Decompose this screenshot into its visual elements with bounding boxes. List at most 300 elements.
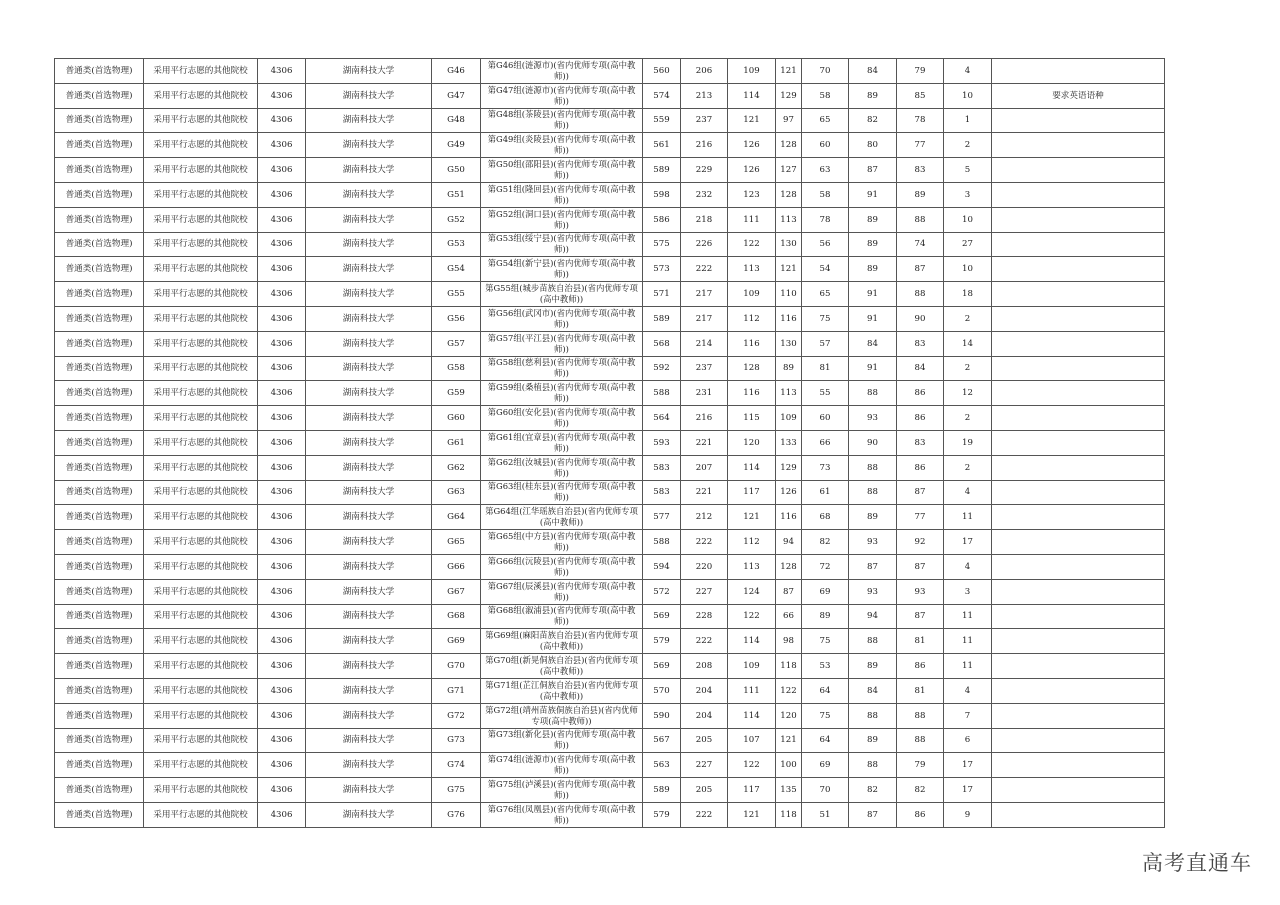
cell-group-code: G73 <box>432 728 481 753</box>
cell-score-c: 128 <box>776 182 802 207</box>
cell-score-a: 216 <box>681 133 728 158</box>
cell-score-b: 113 <box>728 257 776 282</box>
cell-category: 普通类(首选物理) <box>55 455 144 480</box>
cell-group-name: 第G69组(麻阳苗族自治县)(省内优师专项(高中教师)) <box>481 629 643 654</box>
cell-group-name: 第G51组(隆回县)(省内优师专项(高中教师)) <box>481 182 643 207</box>
cell-score-b: 122 <box>728 604 776 629</box>
cell-score-d: 68 <box>802 505 849 530</box>
cell-remark <box>992 356 1165 381</box>
cell-score-f: 77 <box>897 505 944 530</box>
cell-count: 1 <box>944 108 992 133</box>
cell-school-name: 湖南科技大学 <box>306 703 432 728</box>
cell-score-f: 93 <box>897 579 944 604</box>
cell-school-name: 湖南科技大学 <box>306 207 432 232</box>
cell-batch: 采用平行志愿的其他院校 <box>144 455 258 480</box>
cell-score-d: 65 <box>802 108 849 133</box>
cell-group-code: G72 <box>432 703 481 728</box>
cell-score-d: 57 <box>802 331 849 356</box>
cell-school-code: 4306 <box>258 678 306 703</box>
cell-score-a: 207 <box>681 455 728 480</box>
cell-group-code: G52 <box>432 207 481 232</box>
cell-score-a: 216 <box>681 406 728 431</box>
cell-school-name: 湖南科技大学 <box>306 530 432 555</box>
cell-score-b: 114 <box>728 455 776 480</box>
cell-score-a: 204 <box>681 678 728 703</box>
cell-score-a: 213 <box>681 83 728 108</box>
cell-score-e: 82 <box>849 108 897 133</box>
cell-school-name: 湖南科技大学 <box>306 356 432 381</box>
table-row <box>55 579 1165 604</box>
cell-score-c: 126 <box>776 480 802 505</box>
cell-score-a: 237 <box>681 108 728 133</box>
cell-remark <box>992 480 1165 505</box>
cell-group-code: G60 <box>432 406 481 431</box>
cell-score-a: 221 <box>681 430 728 455</box>
cell-group-name: 第G70组(新晃侗族自治县)(省内优师专项(高中教师)) <box>481 654 643 679</box>
cell-remark <box>992 108 1165 133</box>
cell-school-name: 湖南科技大学 <box>306 282 432 307</box>
cell-category: 普通类(首选物理) <box>55 306 144 331</box>
cell-score-f: 78 <box>897 108 944 133</box>
cell-total-score: 579 <box>643 802 681 827</box>
cell-score-c: 128 <box>776 133 802 158</box>
cell-score-d: 75 <box>802 629 849 654</box>
cell-school-name: 湖南科技大学 <box>306 306 432 331</box>
cell-score-b: 114 <box>728 703 776 728</box>
cell-school-code: 4306 <box>258 604 306 629</box>
cell-total-score: 579 <box>643 629 681 654</box>
cell-group-name: 第G72组(靖州苗族侗族自治县)(省内优师专项(高中教师)) <box>481 703 643 728</box>
cell-score-b: 126 <box>728 133 776 158</box>
cell-remark <box>992 778 1165 803</box>
cell-score-c: 121 <box>776 728 802 753</box>
cell-score-f: 86 <box>897 455 944 480</box>
cell-batch: 采用平行志愿的其他院校 <box>144 257 258 282</box>
cell-remark <box>992 554 1165 579</box>
cell-score-b: 109 <box>728 282 776 307</box>
cell-score-e: 88 <box>849 703 897 728</box>
cell-category: 普通类(首选物理) <box>55 778 144 803</box>
cell-remark <box>992 182 1165 207</box>
cell-total-score: 564 <box>643 406 681 431</box>
cell-total-score: 561 <box>643 133 681 158</box>
cell-score-b: 114 <box>728 629 776 654</box>
cell-score-c: 98 <box>776 629 802 654</box>
cell-score-b: 128 <box>728 356 776 381</box>
cell-score-b: 124 <box>728 579 776 604</box>
cell-school-code: 4306 <box>258 381 306 406</box>
cell-score-e: 89 <box>849 728 897 753</box>
table-row <box>55 530 1165 555</box>
cell-total-score: 560 <box>643 59 681 84</box>
cell-total-score: 559 <box>643 108 681 133</box>
cell-score-a: 232 <box>681 182 728 207</box>
cell-score-b: 126 <box>728 158 776 183</box>
cell-school-name: 湖南科技大学 <box>306 579 432 604</box>
cell-school-name: 湖南科技大学 <box>306 381 432 406</box>
cell-school-code: 4306 <box>258 108 306 133</box>
cell-score-d: 70 <box>802 778 849 803</box>
cell-group-code: G69 <box>432 629 481 654</box>
cell-score-c: 120 <box>776 703 802 728</box>
cell-category: 普通类(首选物理) <box>55 406 144 431</box>
cell-school-code: 4306 <box>258 306 306 331</box>
cell-remark <box>992 59 1165 84</box>
cell-score-a: 222 <box>681 530 728 555</box>
cell-score-f: 92 <box>897 530 944 555</box>
table-row <box>55 654 1165 679</box>
cell-score-a: 220 <box>681 554 728 579</box>
cell-score-a: 218 <box>681 207 728 232</box>
cell-batch: 采用平行志愿的其他院校 <box>144 530 258 555</box>
cell-score-d: 69 <box>802 753 849 778</box>
cell-score-c: 116 <box>776 505 802 530</box>
cell-group-code: G46 <box>432 59 481 84</box>
cell-remark <box>992 579 1165 604</box>
cell-score-f: 82 <box>897 778 944 803</box>
cell-group-code: G48 <box>432 108 481 133</box>
cell-score-b: 112 <box>728 530 776 555</box>
cell-score-c: 113 <box>776 381 802 406</box>
cell-total-score: 593 <box>643 430 681 455</box>
cell-school-code: 4306 <box>258 455 306 480</box>
cell-score-d: 89 <box>802 604 849 629</box>
cell-group-name: 第G71组(芷江侗族自治县)(省内优师专项(高中教师)) <box>481 678 643 703</box>
cell-score-a: 227 <box>681 579 728 604</box>
cell-group-name: 第G49组(炎陵县)(省内优师专项(高中教师)) <box>481 133 643 158</box>
cell-score-f: 86 <box>897 406 944 431</box>
cell-count: 14 <box>944 331 992 356</box>
cell-score-e: 89 <box>849 83 897 108</box>
cell-category: 普通类(首选物理) <box>55 530 144 555</box>
cell-total-score: 592 <box>643 356 681 381</box>
cell-batch: 采用平行志愿的其他院校 <box>144 108 258 133</box>
cell-school-name: 湖南科技大学 <box>306 182 432 207</box>
cell-count: 2 <box>944 356 992 381</box>
cell-remark <box>992 802 1165 827</box>
cell-score-b: 114 <box>728 83 776 108</box>
cell-score-e: 88 <box>849 629 897 654</box>
cell-score-c: 113 <box>776 207 802 232</box>
cell-score-d: 75 <box>802 703 849 728</box>
cell-school-name: 湖南科技大学 <box>306 678 432 703</box>
cell-school-code: 4306 <box>258 331 306 356</box>
cell-school-name: 湖南科技大学 <box>306 83 432 108</box>
cell-school-name: 湖南科技大学 <box>306 554 432 579</box>
cell-remark: 要求英语语种 <box>992 83 1165 108</box>
cell-group-name: 第G59组(桑植县)(省内优师专项(高中教师)) <box>481 381 643 406</box>
cell-school-name: 湖南科技大学 <box>306 802 432 827</box>
cell-group-code: G56 <box>432 306 481 331</box>
table-row <box>55 604 1165 629</box>
cell-batch: 采用平行志愿的其他院校 <box>144 83 258 108</box>
cell-remark <box>992 430 1165 455</box>
cell-school-name: 湖南科技大学 <box>306 753 432 778</box>
cell-score-a: 206 <box>681 59 728 84</box>
cell-score-e: 87 <box>849 158 897 183</box>
cell-category: 普通类(首选物理) <box>55 207 144 232</box>
cell-score-f: 87 <box>897 257 944 282</box>
cell-score-b: 123 <box>728 182 776 207</box>
table-row <box>55 59 1165 84</box>
cell-group-code: G54 <box>432 257 481 282</box>
cell-group-name: 第G65组(中方县)(省内优师专项(高中教师)) <box>481 530 643 555</box>
cell-score-f: 85 <box>897 83 944 108</box>
cell-category: 普通类(首选物理) <box>55 579 144 604</box>
cell-score-b: 111 <box>728 207 776 232</box>
cell-group-code: G51 <box>432 182 481 207</box>
cell-batch: 采用平行志愿的其他院校 <box>144 406 258 431</box>
cell-score-e: 89 <box>849 232 897 257</box>
cell-score-f: 86 <box>897 654 944 679</box>
cell-score-e: 89 <box>849 654 897 679</box>
cell-category: 普通类(首选物理) <box>55 232 144 257</box>
cell-group-name: 第G48组(茶陵县)(省内优师专项(高中教师)) <box>481 108 643 133</box>
cell-score-d: 66 <box>802 430 849 455</box>
cell-count: 4 <box>944 59 992 84</box>
cell-category: 普通类(首选物理) <box>55 604 144 629</box>
cell-score-b: 113 <box>728 554 776 579</box>
cell-group-name: 第G60组(安化县)(省内优师专项(高中教师)) <box>481 406 643 431</box>
cell-batch: 采用平行志愿的其他院校 <box>144 232 258 257</box>
cell-batch: 采用平行志愿的其他院校 <box>144 59 258 84</box>
cell-score-e: 93 <box>849 406 897 431</box>
cell-total-score: 589 <box>643 158 681 183</box>
table-row <box>55 480 1165 505</box>
cell-remark <box>992 282 1165 307</box>
cell-score-e: 87 <box>849 802 897 827</box>
cell-count: 11 <box>944 654 992 679</box>
cell-remark <box>992 306 1165 331</box>
cell-score-c: 94 <box>776 530 802 555</box>
cell-score-f: 88 <box>897 207 944 232</box>
cell-group-name: 第G66组(沅陵县)(省内优师专项(高中教师)) <box>481 554 643 579</box>
cell-category: 普通类(首选物理) <box>55 356 144 381</box>
cell-score-a: 208 <box>681 654 728 679</box>
cell-total-score: 574 <box>643 83 681 108</box>
cell-group-code: G67 <box>432 579 481 604</box>
cell-score-d: 51 <box>802 802 849 827</box>
cell-score-e: 80 <box>849 133 897 158</box>
cell-group-code: G71 <box>432 678 481 703</box>
cell-batch: 采用平行志愿的其他院校 <box>144 306 258 331</box>
cell-score-a: 226 <box>681 232 728 257</box>
cell-school-name: 湖南科技大学 <box>306 728 432 753</box>
cell-score-c: 118 <box>776 802 802 827</box>
table-row <box>55 455 1165 480</box>
cell-group-code: G49 <box>432 133 481 158</box>
cell-count: 4 <box>944 554 992 579</box>
cell-school-code: 4306 <box>258 182 306 207</box>
cell-school-code: 4306 <box>258 480 306 505</box>
cell-score-a: 205 <box>681 778 728 803</box>
cell-count: 3 <box>944 182 992 207</box>
cell-school-code: 4306 <box>258 530 306 555</box>
cell-school-code: 4306 <box>258 629 306 654</box>
cell-school-code: 4306 <box>258 430 306 455</box>
cell-score-c: 110 <box>776 282 802 307</box>
cell-count: 11 <box>944 604 992 629</box>
cell-score-d: 73 <box>802 455 849 480</box>
table-row <box>55 356 1165 381</box>
cell-score-e: 88 <box>849 480 897 505</box>
cell-score-e: 84 <box>849 331 897 356</box>
cell-total-score: 569 <box>643 604 681 629</box>
table-row <box>55 133 1165 158</box>
cell-score-a: 222 <box>681 629 728 654</box>
cell-score-a: 222 <box>681 802 728 827</box>
cell-school-code: 4306 <box>258 406 306 431</box>
cell-score-c: 128 <box>776 554 802 579</box>
cell-score-d: 53 <box>802 654 849 679</box>
cell-group-name: 第G46组(涟源市)(省内优师专项(高中教师)) <box>481 59 643 84</box>
cell-score-c: 130 <box>776 331 802 356</box>
cell-batch: 采用平行志愿的其他院校 <box>144 331 258 356</box>
table-row <box>55 728 1165 753</box>
cell-score-f: 83 <box>897 331 944 356</box>
cell-score-d: 69 <box>802 579 849 604</box>
cell-score-a: 204 <box>681 703 728 728</box>
cell-school-name: 湖南科技大学 <box>306 654 432 679</box>
cell-school-code: 4306 <box>258 703 306 728</box>
cell-batch: 采用平行志愿的其他院校 <box>144 703 258 728</box>
cell-score-e: 84 <box>849 678 897 703</box>
table-row <box>55 778 1165 803</box>
cell-score-e: 89 <box>849 207 897 232</box>
cell-school-name: 湖南科技大学 <box>306 59 432 84</box>
cell-score-c: 118 <box>776 654 802 679</box>
cell-score-b: 112 <box>728 306 776 331</box>
cell-school-code: 4306 <box>258 654 306 679</box>
table-row <box>55 207 1165 232</box>
cell-count: 9 <box>944 802 992 827</box>
cell-score-f: 83 <box>897 158 944 183</box>
cell-score-e: 89 <box>849 257 897 282</box>
cell-score-e: 88 <box>849 753 897 778</box>
cell-total-score: 563 <box>643 753 681 778</box>
cell-school-name: 湖南科技大学 <box>306 480 432 505</box>
cell-remark <box>992 207 1165 232</box>
cell-score-e: 93 <box>849 530 897 555</box>
cell-score-d: 58 <box>802 83 849 108</box>
cell-group-code: G62 <box>432 455 481 480</box>
cell-count: 27 <box>944 232 992 257</box>
cell-group-name: 第G50组(邵阳县)(省内优师专项(高中教师)) <box>481 158 643 183</box>
cell-score-b: 117 <box>728 778 776 803</box>
table-row <box>55 629 1165 654</box>
cell-category: 普通类(首选物理) <box>55 59 144 84</box>
cell-group-code: G66 <box>432 554 481 579</box>
cell-category: 普通类(首选物理) <box>55 83 144 108</box>
cell-batch: 采用平行志愿的其他院校 <box>144 654 258 679</box>
cell-score-f: 74 <box>897 232 944 257</box>
cell-score-b: 117 <box>728 480 776 505</box>
cell-category: 普通类(首选物理) <box>55 629 144 654</box>
cell-group-code: G76 <box>432 802 481 827</box>
cell-total-score: 577 <box>643 505 681 530</box>
cell-group-name: 第G53组(绥宁县)(省内优师专项(高中教师)) <box>481 232 643 257</box>
cell-school-code: 4306 <box>258 83 306 108</box>
cell-total-score: 569 <box>643 654 681 679</box>
cell-school-code: 4306 <box>258 59 306 84</box>
cell-group-name: 第G55组(城步苗族自治县)(省内优师专项(高中教师)) <box>481 282 643 307</box>
cell-batch: 采用平行志愿的其他院校 <box>144 579 258 604</box>
cell-batch: 采用平行志愿的其他院校 <box>144 182 258 207</box>
cell-score-c: 122 <box>776 678 802 703</box>
cell-score-f: 89 <box>897 182 944 207</box>
cell-score-d: 60 <box>802 133 849 158</box>
cell-count: 12 <box>944 381 992 406</box>
cell-count: 4 <box>944 480 992 505</box>
cell-score-f: 88 <box>897 728 944 753</box>
table-row <box>55 282 1165 307</box>
cell-score-d: 64 <box>802 728 849 753</box>
cell-score-d: 60 <box>802 406 849 431</box>
cell-batch: 采用平行志愿的其他院校 <box>144 356 258 381</box>
cell-count: 5 <box>944 158 992 183</box>
cell-count: 11 <box>944 629 992 654</box>
cell-batch: 采用平行志愿的其他院校 <box>144 778 258 803</box>
cell-score-e: 84 <box>849 59 897 84</box>
cell-group-code: G58 <box>432 356 481 381</box>
cell-score-f: 77 <box>897 133 944 158</box>
cell-batch: 采用平行志愿的其他院校 <box>144 381 258 406</box>
cell-remark <box>992 678 1165 703</box>
cell-score-c: 87 <box>776 579 802 604</box>
cell-score-d: 75 <box>802 306 849 331</box>
cell-batch: 采用平行志愿的其他院校 <box>144 282 258 307</box>
cell-score-d: 55 <box>802 381 849 406</box>
cell-group-name: 第G62组(汝城县)(省内优师专项(高中教师)) <box>481 455 643 480</box>
cell-score-e: 82 <box>849 778 897 803</box>
cell-group-name: 第G58组(慈利县)(省内优师专项(高中教师)) <box>481 356 643 381</box>
cell-score-d: 65 <box>802 282 849 307</box>
cell-category: 普通类(首选物理) <box>55 331 144 356</box>
cell-school-code: 4306 <box>258 728 306 753</box>
cell-group-name: 第G73组(新化县)(省内优师专项(高中教师)) <box>481 728 643 753</box>
table-row <box>55 678 1165 703</box>
cell-score-b: 121 <box>728 802 776 827</box>
table-row <box>55 108 1165 133</box>
cell-total-score: 575 <box>643 232 681 257</box>
cell-score-a: 229 <box>681 158 728 183</box>
cell-total-score: 568 <box>643 331 681 356</box>
cell-school-code: 4306 <box>258 282 306 307</box>
cell-school-name: 湖南科技大学 <box>306 406 432 431</box>
cell-group-code: G59 <box>432 381 481 406</box>
cell-score-b: 109 <box>728 654 776 679</box>
cell-total-score: 573 <box>643 257 681 282</box>
cell-score-f: 79 <box>897 753 944 778</box>
cell-remark <box>992 158 1165 183</box>
cell-group-name: 第G64组(江华瑶族自治县)(省内优师专项(高中教师)) <box>481 505 643 530</box>
cell-score-b: 107 <box>728 728 776 753</box>
cell-category: 普通类(首选物理) <box>55 282 144 307</box>
cell-group-name: 第G68组(溆浦县)(省内优师专项(高中教师)) <box>481 604 643 629</box>
cell-batch: 采用平行志愿的其他院校 <box>144 753 258 778</box>
cell-remark <box>992 406 1165 431</box>
cell-group-code: G74 <box>432 753 481 778</box>
cell-score-d: 63 <box>802 158 849 183</box>
table-row <box>55 182 1165 207</box>
admission-score-table <box>54 58 1165 828</box>
table-row <box>55 306 1165 331</box>
cell-score-d: 61 <box>802 480 849 505</box>
cell-score-f: 84 <box>897 356 944 381</box>
cell-batch: 采用平行志愿的其他院校 <box>144 554 258 579</box>
cell-category: 普通类(首选物理) <box>55 678 144 703</box>
cell-batch: 采用平行志愿的其他院校 <box>144 207 258 232</box>
